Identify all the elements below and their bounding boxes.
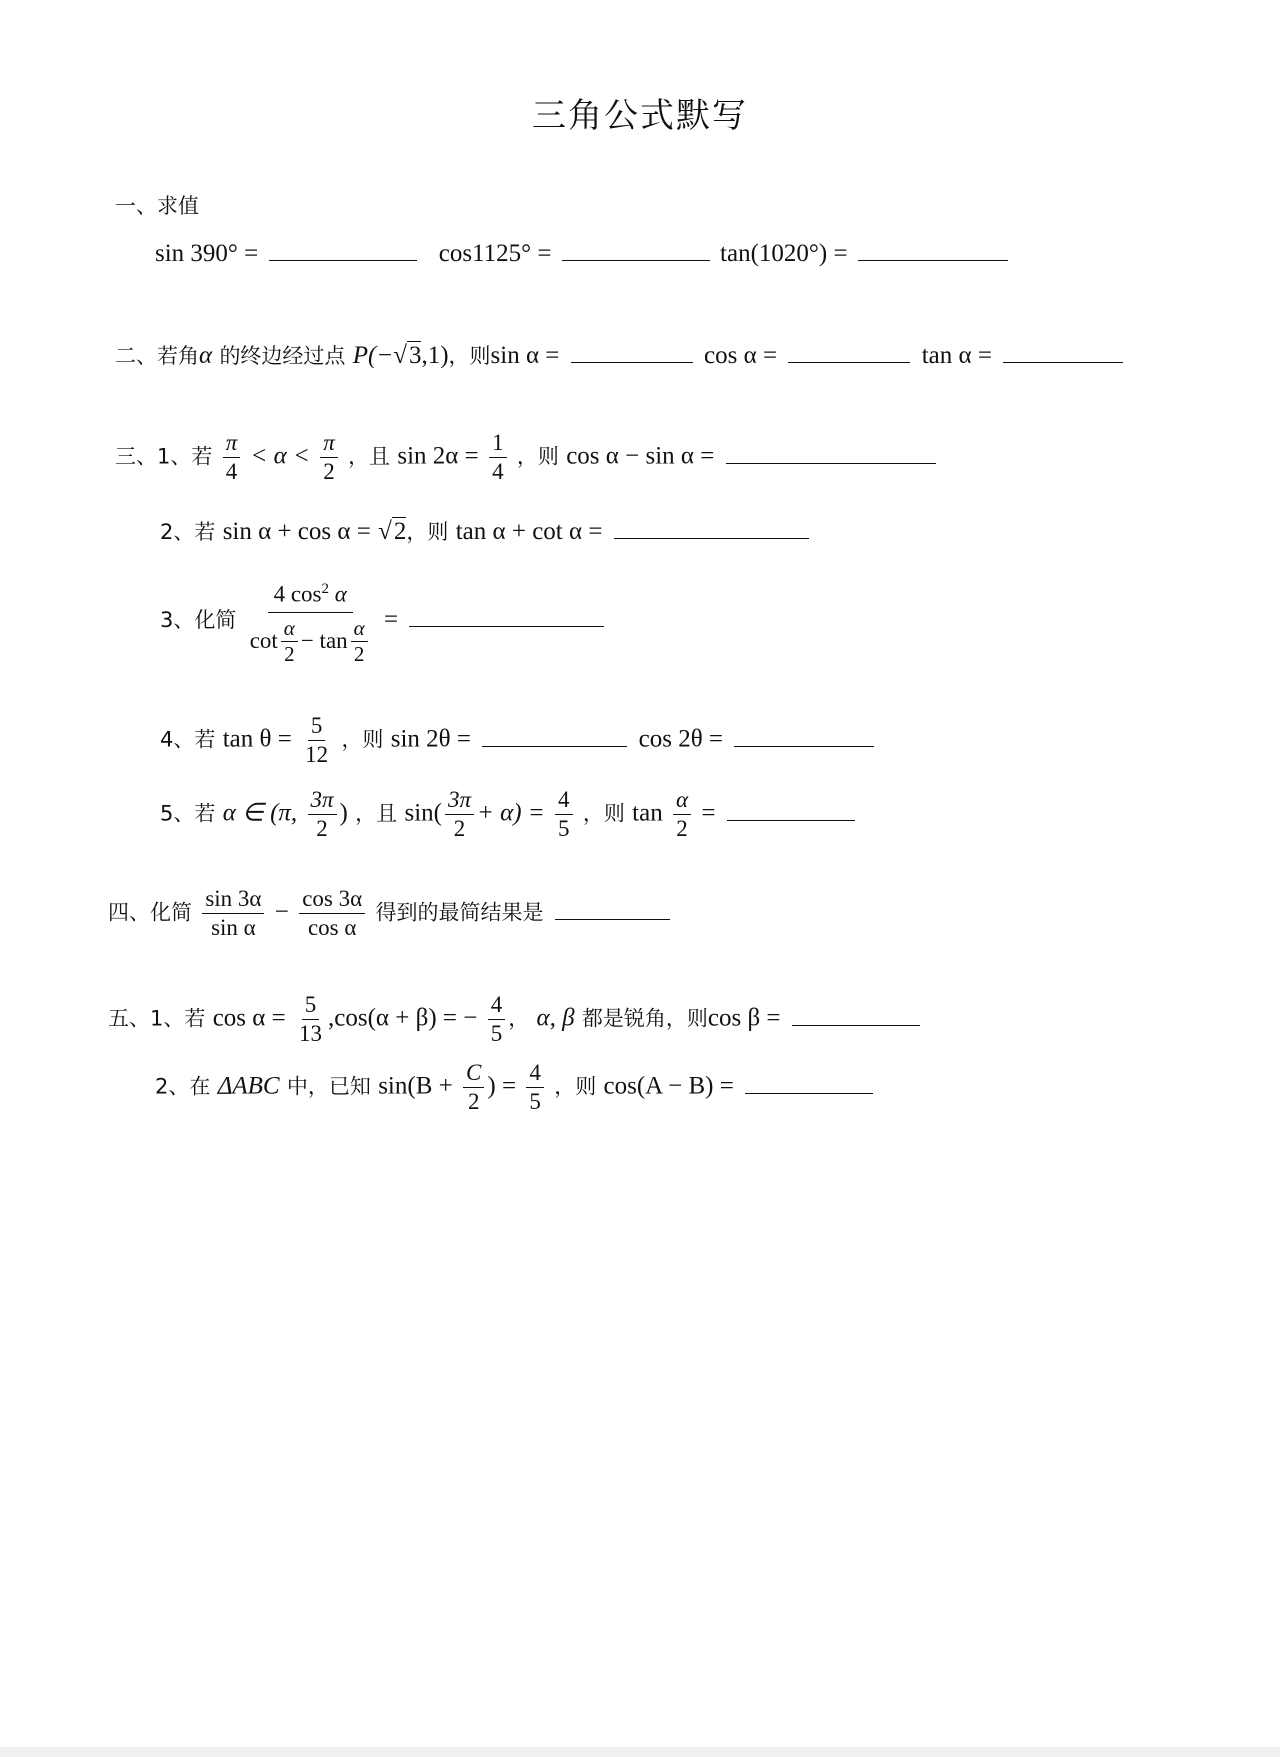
frac-den: 2	[467, 1089, 480, 1114]
answer-blank-cos-2theta[interactable]	[734, 724, 874, 747]
section-2-text: 的终边经过点	[219, 344, 346, 368]
fraction-3pi-over-2b	[445, 787, 474, 842]
fraction-alpha-over-2	[673, 787, 691, 842]
num-4cos: 4 cos	[273, 581, 322, 607]
section-3-q3	[160, 576, 608, 666]
expr-cos1125: cos1125° =	[438, 240, 552, 267]
section-3-q5	[160, 787, 859, 842]
section-2-label: 二、若角	[115, 344, 199, 368]
expr-sin-open: sin(	[404, 799, 442, 827]
frac-num: α	[351, 617, 368, 642]
section-3-q1	[115, 430, 940, 485]
expr-sin-b-plus: sin(B +	[378, 1072, 453, 1100]
frac-den: 4	[225, 459, 238, 484]
frac-num: α	[281, 617, 298, 642]
q3-5-label: 5、若	[160, 801, 216, 826]
frac-den: sin α	[211, 915, 256, 940]
fraction-alpha-over-2b	[351, 617, 368, 666]
point-p-close: ,1)	[421, 342, 449, 369]
close-equals: ) =	[487, 1072, 517, 1100]
sqrt-2: √2	[378, 518, 407, 545]
comma: ，	[508, 1006, 530, 1031]
sqrt-3: √3	[393, 342, 422, 369]
triangle-abc: ΔABC	[217, 1072, 280, 1100]
frac-num: α	[673, 787, 691, 815]
and-text: ，且	[355, 801, 398, 826]
point-p-open: P(−	[352, 342, 394, 369]
section-3-q4	[160, 713, 878, 768]
section-1-heading: 一、求值	[115, 194, 199, 218]
q3-1-label: 三、1、若	[115, 444, 213, 469]
expr-alpha-in: α ∈ (π,	[222, 799, 298, 827]
q3-4-label: 4、若	[160, 727, 216, 752]
then-text: ，则	[341, 727, 384, 752]
expr-cos-beta: cos β =	[707, 1004, 781, 1032]
fraction-5-over-13	[296, 992, 325, 1047]
equals: =	[384, 605, 399, 633]
equals: =	[701, 799, 716, 827]
answer-blank-q4[interactable]	[555, 897, 670, 920]
expr-cos-alpha: cos α =	[704, 342, 778, 369]
q5-1-label: 五、1、若	[108, 1006, 206, 1031]
inequality: < α <	[250, 442, 310, 470]
frac-num: 4	[488, 992, 506, 1020]
q3-2-label: 2、若	[160, 520, 216, 544]
fraction-alpha-over-2	[281, 617, 298, 666]
answer-blank-q5-1[interactable]	[792, 1003, 920, 1026]
expr-cos-2theta: cos 2θ =	[638, 725, 724, 753]
answer-blank-q5-2[interactable]	[745, 1071, 873, 1094]
frac-den: 2	[323, 459, 335, 484]
answer-blank-tan1020[interactable]	[858, 238, 1008, 261]
frac-num: 3π	[445, 787, 474, 815]
frac-den: 4	[492, 459, 504, 484]
num-alpha: α	[328, 581, 347, 607]
expr-sin-2alpha: sin 2α =	[397, 442, 479, 470]
answer-blank-q3-5[interactable]	[727, 798, 855, 821]
then-text: ，则	[406, 520, 449, 544]
sqrt-3-arg: 3	[408, 342, 422, 369]
frac-num: C	[463, 1060, 484, 1088]
section-5-q2	[155, 1060, 877, 1115]
frac-num: 1	[489, 430, 507, 458]
expr-tan1020: tan(1020°) =	[720, 240, 848, 267]
den-minus-tan: − tan	[300, 628, 348, 654]
fraction-4-over-5b	[526, 1060, 544, 1115]
minus-sign: −	[274, 898, 289, 926]
expr-tan-theta: tan θ =	[222, 725, 292, 753]
expr-tan-plus-cot: tan α + cot α =	[455, 518, 603, 545]
section-4-row	[108, 886, 674, 941]
scan-bottom-edge	[0, 1747, 1280, 1757]
den-cot: cot	[249, 628, 278, 654]
expr-sin-2theta: sin 2θ =	[390, 725, 471, 753]
frac-den: 5	[529, 1089, 541, 1114]
answer-blank-q3-2[interactable]	[614, 516, 809, 539]
expr-cos-alpha-beta: ,cos(α + β) = −	[328, 1004, 478, 1032]
fraction-4-over-5	[555, 787, 573, 842]
fraction-1-over-4	[489, 430, 507, 485]
given-text: 中，已知	[286, 1074, 371, 1099]
answer-blank-sin-alpha[interactable]	[571, 340, 693, 363]
frac-den: cos α	[307, 915, 357, 940]
frac-num: sin 3α	[202, 886, 264, 914]
frac-den: 13	[299, 1021, 323, 1046]
num-square: 2	[321, 581, 329, 597]
fraction-5-over-12	[302, 713, 331, 768]
answer-blank-tan-alpha[interactable]	[1003, 340, 1123, 363]
alpha-beta: α, β	[536, 1004, 575, 1032]
close-paren: )	[339, 799, 348, 827]
fraction-sin3a-over-sina	[202, 886, 264, 941]
fraction-3pi-over-2	[308, 787, 337, 842]
frac-num: 4	[555, 787, 573, 815]
expr-sin-alpha: sin α =	[490, 342, 560, 369]
expr-plus-alpha: + α) =	[477, 799, 545, 827]
fraction-simplify	[247, 576, 374, 666]
frac-num: π	[320, 430, 338, 458]
fraction-pi-over-2	[320, 430, 338, 485]
expr-tan: tan	[632, 799, 663, 827]
frac-den: 5	[490, 1021, 503, 1046]
frac-den: 2	[676, 816, 688, 841]
answer-blank-sin-2theta[interactable]	[482, 724, 627, 747]
then-text: ，则	[582, 801, 625, 826]
answer-blank-q3-3[interactable]	[409, 604, 604, 627]
section-1-row	[155, 238, 1012, 269]
expr-tan-alpha: tan α =	[921, 342, 992, 369]
alpha-symbol: α	[199, 342, 213, 369]
fraction-4-over-5	[488, 992, 506, 1047]
section-3-q2	[160, 516, 813, 547]
frac-den: 2	[316, 816, 328, 841]
q5-2-label: 2、在	[155, 1074, 211, 1099]
answer-blank-sin390[interactable]	[269, 238, 417, 261]
fraction-c-over-2	[463, 1060, 484, 1115]
expr-cos-minus-sin: cos α − sin α =	[566, 442, 715, 470]
section-4-text: 得到的最简结果是	[375, 900, 544, 925]
frac-den	[247, 613, 374, 666]
answer-blank-cos-alpha[interactable]	[788, 340, 910, 363]
page-title: 三角公式默写	[532, 96, 748, 136]
expr-cos-a-minus-b: cos(A − B) =	[603, 1072, 734, 1100]
frac-den: 2	[353, 641, 365, 666]
frac-num	[268, 576, 353, 613]
and-text: ，且	[348, 444, 391, 469]
section-5-q1	[108, 992, 924, 1047]
frac-num: 5	[308, 713, 326, 741]
frac-den: 12	[305, 742, 329, 767]
then-text: ，则	[516, 444, 559, 469]
then-text: ，则	[448, 344, 491, 368]
frac-den: 2	[453, 816, 466, 841]
fraction-cos3a-over-cosa	[299, 886, 365, 941]
fraction-pi-over-4	[223, 430, 241, 485]
sqrt-2-arg: 2	[393, 518, 407, 545]
frac-num: π	[223, 430, 241, 458]
frac-den: 5	[558, 816, 570, 841]
expr-sin-plus-cos: sin α + cos α =	[222, 518, 371, 545]
q3-3-label: 3、化简	[160, 607, 237, 632]
frac-num: cos 3α	[299, 886, 365, 914]
frac-num: 4	[526, 1060, 544, 1088]
frac-num: 5	[302, 992, 320, 1020]
answer-blank-cos1125[interactable]	[562, 238, 710, 261]
condition-text: 都是锐角，则	[581, 1006, 708, 1031]
frac-den: 2	[284, 641, 295, 666]
answer-blank-q3-1[interactable]	[726, 441, 936, 464]
section-4-label: 四、化简	[108, 900, 192, 925]
section-2-row	[115, 340, 1127, 371]
expr-sin390: sin 390° =	[155, 240, 259, 267]
frac-num: 3π	[308, 787, 337, 815]
expr-cos-alpha: cos α =	[212, 1004, 286, 1032]
then-text: ，则	[554, 1074, 597, 1099]
